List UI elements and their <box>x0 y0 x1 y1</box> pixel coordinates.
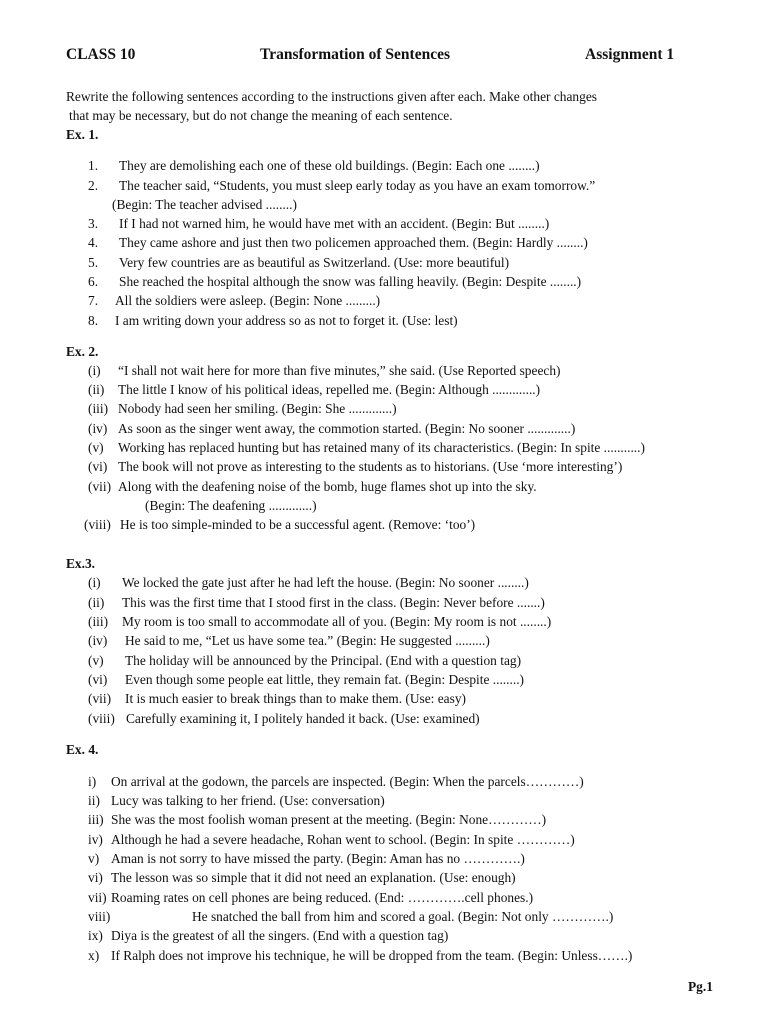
instruction-line: Rewrite the following sentences according to the instructions given after each. Make other changes <box>66 89 597 104</box>
item-text: If I had not warned him, he would have met with an accident. (Begin: But ........) <box>119 216 550 231</box>
item-number: (vi) <box>88 672 108 687</box>
item-text: My room is too small to accommodate all of you. (Begin: My room is not ........) <box>122 614 552 629</box>
item-number: (i) <box>88 363 101 378</box>
item-text: She was the most foolish woman present at the meeting. (Begin: None…………) <box>111 812 547 827</box>
page-number: Pg.1 <box>688 979 713 994</box>
item-number: (viii) <box>84 517 111 532</box>
item-text: Aman is not sorry to have missed the party. (Begin: Aman has no ………….) <box>111 851 525 866</box>
item-text: He snatched the ball from him and scored a goal. (Begin: Not only ………….) <box>192 909 614 924</box>
item-number: (iv) <box>88 421 108 436</box>
item-number: ii) <box>88 793 100 808</box>
item-text: The holiday will be announced by the Principal. (End with a question tag) <box>125 653 522 668</box>
item-number: viii) <box>88 909 111 924</box>
item-number: (vii) <box>88 691 112 706</box>
item-number: 5. <box>88 255 99 270</box>
class-label: CLASS 10 <box>66 46 136 63</box>
item-text: “I shall not wait here for more than five minutes,” she said. (Use Reported speech) <box>118 363 561 378</box>
item-number: (v) <box>88 440 104 455</box>
item-text: The book will not prove as interesting to the students as to historians. (Use ‘more interesting’) <box>118 459 623 474</box>
item-text: The lesson was so simple that it did not need an explanation. (Use: enough) <box>111 870 516 885</box>
item-text: On arrival at the godown, the parcels are inspected. (Begin: When the parcels…………) <box>111 774 584 789</box>
item-text: They are demolishing each one of these old buildings. (Begin: Each one ........) <box>119 158 540 173</box>
item-text: Carefully examining it, I politely handed it back. (Use: examined) <box>126 711 480 726</box>
item-number: vii) <box>88 890 107 905</box>
item-text: Although he had a severe headache, Rohan went to school. (Begin: In spite …………) <box>111 832 575 847</box>
item-number: (v) <box>88 653 104 668</box>
item-text: He is too simple-minded to be a successful agent. (Remove: ‘too’) <box>120 517 476 532</box>
item-number: vi) <box>88 870 103 885</box>
item-number: ix) <box>88 928 103 943</box>
assignment-label: Assignment 1 <box>585 46 675 63</box>
item-text: Lucy was talking to her friend. (Use: conversation) <box>111 793 385 808</box>
item-number: (iii) <box>88 614 109 629</box>
exercise-heading: Ex. 4. <box>66 742 99 757</box>
item-number: i) <box>88 774 97 789</box>
exercise-heading: Ex. 2. <box>66 344 99 359</box>
item-number: iii) <box>88 812 104 827</box>
item-text: They came ashore and just then two policemen approached them. (Begin: Hardly ........) <box>119 235 588 250</box>
instruction-line: that may be necessary, but do not change the meaning of each sentence. <box>69 108 453 123</box>
item-text: If Ralph does not improve his technique, he will be dropped from the team. (Begin: Unless…….) <box>111 948 633 963</box>
item-number: 4. <box>88 235 99 250</box>
exercise-heading: Ex. 1. <box>66 127 99 142</box>
item-text: Working has replaced hunting but has retained many of its characteristics. (Begin: In spite ...........) <box>118 440 645 455</box>
item-text: Even though some people eat little, they remain fat. (Begin: Despite ........) <box>125 672 525 687</box>
item-text: (Begin: The teacher advised ........) <box>112 197 297 212</box>
item-number: 7. <box>88 293 99 308</box>
item-text: As soon as the singer went away, the commotion started. (Begin: No sooner .............) <box>118 421 576 436</box>
item-text: She reached the hospital although the snow was falling heavily. (Begin: Despite ........) <box>119 274 582 289</box>
item-text: This was the first time that I stood first in the class. (Begin: Never before .......) <box>122 595 545 610</box>
item-number: (iii) <box>88 401 109 416</box>
item-number: x) <box>88 948 100 963</box>
item-text: The teacher said, “Students, you must sleep early today as you have an exam tomorrow.” <box>119 178 596 193</box>
item-text: The little I know of his political ideas, repelled me. (Begin: Although .............) <box>118 382 541 397</box>
page-title: Transformation of Sentences <box>260 46 450 63</box>
item-text: Nobody had seen her smiling. (Begin: She .............) <box>118 401 397 416</box>
item-number: iv) <box>88 832 103 847</box>
item-text: I am writing down your address so as not to forget it. (Use: lest) <box>115 313 458 328</box>
item-number: (iv) <box>88 633 108 648</box>
item-text: Along with the deafening noise of the bomb, huge flames shot up into the sky. <box>118 479 537 494</box>
item-text: It is much easier to break things than to make them. (Use: easy) <box>125 691 466 706</box>
item-text: Diya is the greatest of all the singers. (End with a question tag) <box>111 928 449 943</box>
item-text: All the soldiers were asleep. (Begin: None .........) <box>115 293 381 308</box>
exercise-heading: Ex.3. <box>66 556 96 571</box>
item-number: (vii) <box>88 479 112 494</box>
item-number: v) <box>88 851 100 866</box>
item-number: (i) <box>88 575 101 590</box>
item-number: (ii) <box>88 595 105 610</box>
item-number: 8. <box>88 313 99 328</box>
item-text: Roaming rates on cell phones are being reduced. (End: ………….cell phones.) <box>111 890 534 905</box>
item-text: We locked the gate just after he had left the house. (Begin: No sooner ........) <box>122 575 529 590</box>
item-number: (viii) <box>88 711 115 726</box>
item-number: 2. <box>88 178 99 193</box>
item-text: He said to me, “Let us have some tea.” (Begin: He suggested .........) <box>125 633 490 648</box>
item-text: (Begin: The deafening .............) <box>145 498 317 513</box>
item-number: 6. <box>88 274 99 289</box>
item-number: (vi) <box>88 459 108 474</box>
item-text: Very few countries are as beautiful as Switzerland. (Use: more beautiful) <box>119 255 510 270</box>
item-number: 1. <box>88 158 99 173</box>
item-number: 3. <box>88 216 99 231</box>
item-number: (ii) <box>88 382 105 397</box>
